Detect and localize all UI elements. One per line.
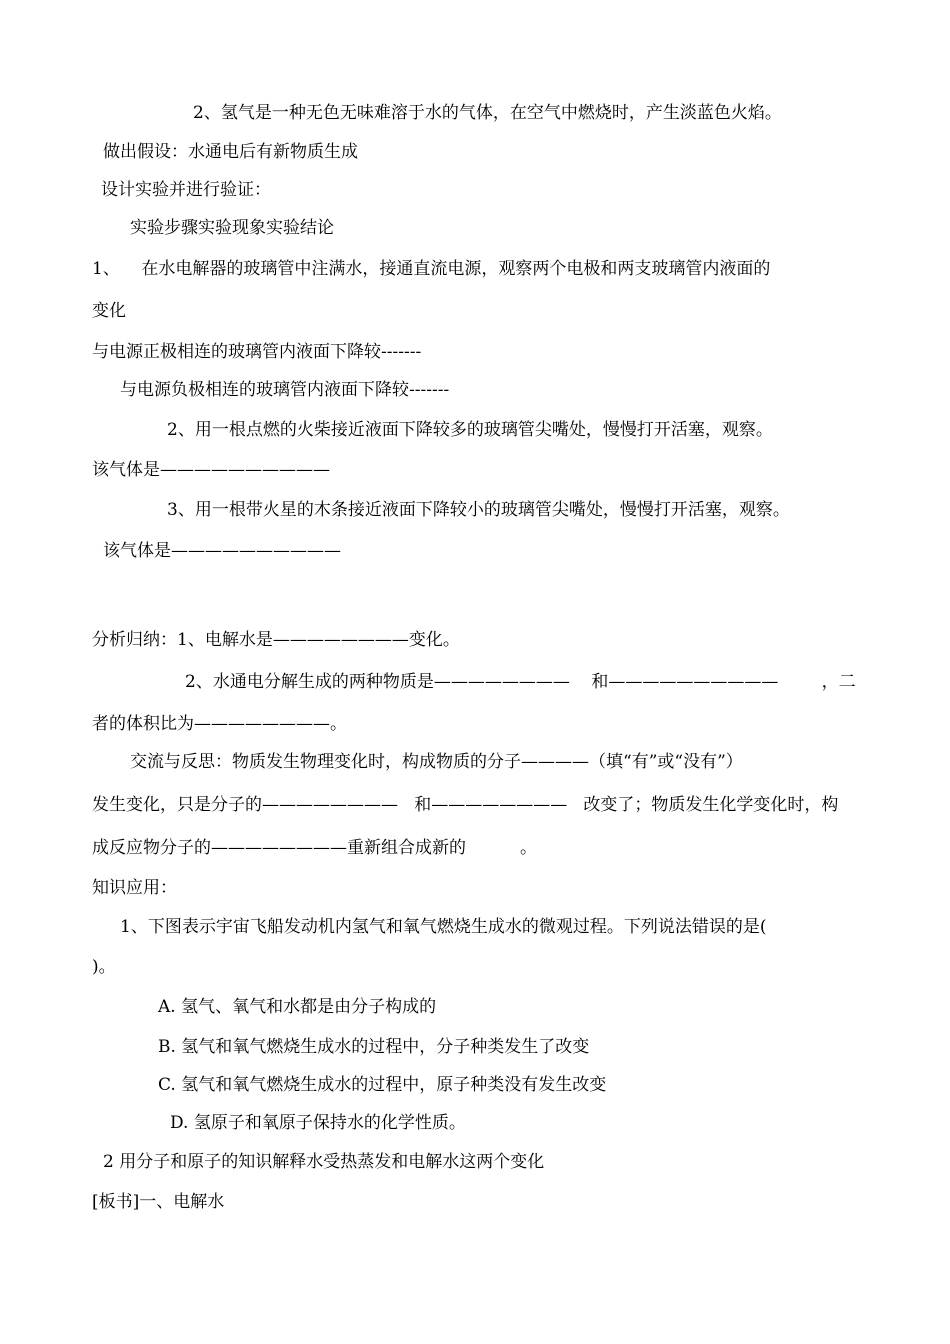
text-line: 1、下图表示宇宙飞船发动机内氢气和氧气燃烧生成水的微观过程。下列说法错误的是( <box>120 917 767 937</box>
text-line: 该气体是—————————— <box>103 541 341 561</box>
text-line: D. 氢原子和氧原子保持水的化学性质。 <box>170 1113 466 1133</box>
text-line: A. 氢气、氧气和水都是由分子构成的 <box>158 997 437 1017</box>
text-line: 与电源负极相连的玻璃管内液面下降较------- <box>120 380 450 400</box>
text-line: 2、用一根点燃的火柴接近液面下降较多的玻璃管尖嘴处，慢慢打开活塞，观察。 <box>167 420 773 440</box>
text-line: 1、 在水电解器的玻璃管中注满水，接通直流电源，观察两个电极和两支玻璃管内液面的 <box>92 259 771 279</box>
text-line: 发生变化，只是分子的———————— 和———————— 改变了；物质发生化学变化时，构 <box>92 795 839 815</box>
text-line: 2、氢气是一种无色无味难溶于水的气体，在空气中燃烧时，产生淡蓝色火焰。 <box>193 103 782 123</box>
text-line: 者的体积比为————————。 <box>92 714 347 734</box>
text-line: 成反应物分子的————————重新组合成新的 。 <box>92 838 538 858</box>
text-line: [板书]一、电解水 <box>92 1192 225 1212</box>
text-line: 实验步骤实验现象实验结论 <box>130 218 334 238</box>
text-line: B. 氢气和氧气燃烧生成水的过程中，分子种类发生了改变 <box>158 1037 590 1057</box>
text-line: 该气体是—————————— <box>92 460 330 480</box>
text-line: 2 用分子和原子的知识解释水受热蒸发和电解水这两个变化 <box>103 1152 545 1172</box>
text-line: 做出假设：水通电后有新物质生成 <box>103 142 358 162</box>
text-line: 3、用一根带火星的木条接近液面下降较小的玻璃管尖嘴处，慢慢打开活塞，观察。 <box>167 500 790 520</box>
text-line: 设计实验并进行验证： <box>101 180 271 200</box>
text-line: 2、水通电分解生成的两种物质是———————— 和—————————— ，二 <box>185 672 856 692</box>
text-line: 知识应用： <box>92 878 177 898</box>
text-line: 分析归纳：1、电解水是————————变化。 <box>92 630 460 650</box>
text-line: )。 <box>92 957 116 977</box>
text-line: C. 氢气和氧气燃烧生成水的过程中，原子种类没有发生改变 <box>158 1075 607 1095</box>
text-line: 与电源正极相连的玻璃管内液面下降较------- <box>92 342 422 362</box>
text-line: 交流与反思：物质发生物理变化时，构成物质的分子————（填“有”或“没有”） <box>130 752 743 772</box>
text-line: 变化 <box>92 301 126 321</box>
